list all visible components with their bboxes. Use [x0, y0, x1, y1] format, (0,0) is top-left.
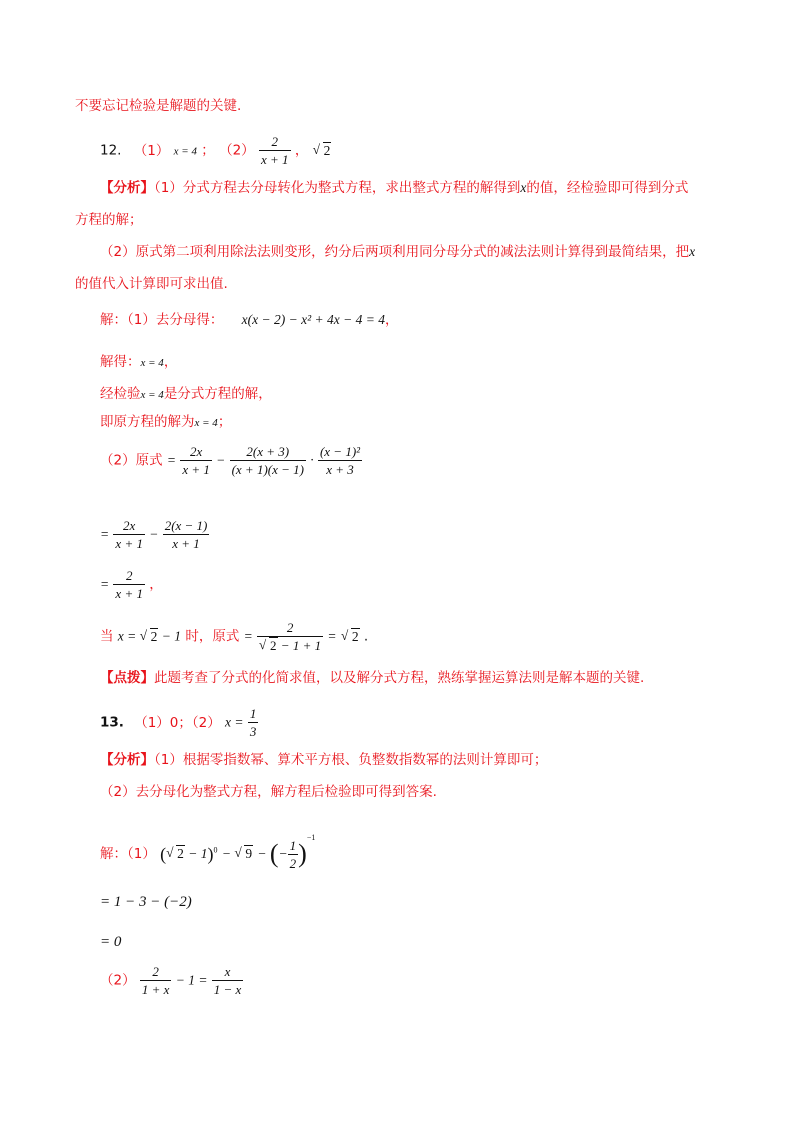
solution-line: 解：（1） (√ 2 − 1)$^0$ − √ 9 − (− $\frac{1}{2}$ )$^{-1}$	[100, 828, 315, 871]
text: （1）0；（2）	[134, 714, 221, 731]
math: x = 4	[173, 145, 197, 158]
fraction: $\frac{2x}{x + 1}$	[182, 444, 210, 477]
math: −	[149, 526, 159, 542]
exponent: 0	[213, 845, 218, 855]
part-label: （2）	[100, 972, 136, 989]
sqrt: √ 2	[341, 627, 360, 647]
part-label: （2）	[219, 142, 255, 159]
solution-line	[100, 412, 231, 433]
math: x	[689, 244, 696, 259]
analysis-line	[100, 750, 547, 770]
sqrt: √ 9	[234, 844, 253, 864]
text: 是分式方程的解，	[163, 386, 272, 402]
analysis-line	[100, 782, 437, 802]
fraction: $\frac{x}{1 - x}$	[213, 964, 242, 997]
equation: = 0	[100, 934, 122, 950]
solution-line	[100, 568, 163, 601]
exponent: −1	[306, 833, 316, 842]
solution-line	[100, 518, 209, 551]
math: − 1	[158, 628, 182, 644]
analysis-tag: 【分析】	[100, 180, 154, 196]
answer-12	[100, 134, 331, 167]
text: （2）去分母化为整式方程，解方程后检验即可得到答案.	[100, 784, 437, 800]
text: 的值，经检验即可得到分式	[526, 180, 689, 196]
text: 不要忘记检验是解题的关键.	[75, 98, 242, 114]
text: 此题考查了分式的化简求值，以及解分式方程，熟练掌握运算法则是解本题的关键.	[154, 670, 645, 686]
text: 即原方程的解为	[100, 414, 195, 430]
solution-line	[100, 620, 368, 653]
text: 时，原式	[185, 628, 240, 645]
text: 解：（1）去分母得：	[100, 312, 224, 328]
sqrt: √ 2	[313, 141, 332, 161]
equation: x(x − 2) − x² + 4x − 4 = 4	[241, 312, 385, 327]
math: =	[100, 576, 110, 592]
punct: ，	[294, 142, 309, 159]
punct: ，	[163, 354, 178, 370]
math: x =	[117, 628, 140, 644]
analysis-line	[75, 210, 143, 230]
sqrt: √ 2	[166, 844, 185, 864]
sqrt: √ 2	[140, 627, 159, 647]
analysis-line	[100, 178, 688, 198]
punct: ；	[217, 414, 232, 430]
fraction: $\frac{2}{x + 1}$	[260, 134, 289, 167]
text: 经检验	[100, 386, 141, 402]
fraction: $\frac{2(x + 3)}{(x + 1)(x - 1)}$	[231, 444, 304, 477]
solution-line	[100, 384, 272, 405]
punct: ，	[384, 312, 399, 328]
analysis-line	[75, 274, 228, 294]
equation: = 1 − 3 − (−2)	[100, 894, 192, 910]
question-number: 13.	[100, 714, 124, 731]
math: −	[257, 846, 270, 861]
math: x = 4	[140, 389, 164, 401]
part-label: （1）	[133, 142, 170, 159]
text: 解得：	[100, 354, 141, 370]
solution-line	[100, 892, 192, 912]
text: 当	[100, 628, 114, 645]
solution-line	[100, 964, 243, 997]
tip-line	[100, 668, 644, 688]
math: − 1 =	[175, 972, 208, 988]
math: x	[520, 180, 527, 195]
fraction: $\frac{2x}{x + 1}$	[115, 518, 143, 551]
math: =	[243, 628, 253, 644]
math: x = 4	[140, 357, 164, 369]
tip-tag: 【点拨】	[100, 670, 154, 686]
punct: ；	[201, 142, 215, 159]
fraction: $\frac{1}{3}$	[249, 706, 257, 739]
math: x = 4	[194, 417, 218, 429]
text: （2）原式第二项利用除法法则变形，约分后两项利用同分母分式的减法法则计算得到最简结果，把	[100, 244, 690, 260]
fraction: $\frac{1}{2}$	[289, 837, 297, 871]
solution-line	[100, 310, 398, 330]
math: −	[221, 846, 235, 861]
fraction: $\frac{\text{(x − 1)²}}{x + 3}$	[319, 444, 361, 477]
text-line	[75, 96, 241, 116]
math: −	[216, 452, 226, 468]
text: 方程的解；	[75, 212, 143, 228]
text: （2）原式	[100, 452, 163, 469]
math: =	[327, 628, 337, 644]
text: （1）分式方程去分母转化为整式方程，求出整式方程的解得到	[154, 180, 521, 196]
math: =	[100, 526, 110, 542]
fraction: 2 √ 2 − 1 + 1	[257, 620, 323, 653]
math: ·	[310, 452, 314, 468]
fraction: $\frac{2}{x + 1}$	[115, 568, 143, 601]
question-number: 12.	[100, 142, 122, 159]
answer-13	[100, 706, 258, 739]
math: (	[160, 844, 167, 864]
analysis-tag: 【分析】	[100, 752, 154, 768]
math: x =	[225, 714, 244, 730]
punct: ，	[149, 576, 163, 593]
text: 解：（1）	[100, 846, 156, 862]
punct: .	[363, 628, 369, 645]
solution-line	[100, 352, 177, 373]
text: 的值代入计算即可求出值.	[75, 276, 228, 292]
fraction: $\frac{2(x - 1)}{x + 1}$	[164, 518, 208, 551]
math: =	[166, 452, 177, 468]
math: − 1	[184, 846, 208, 861]
math: )	[207, 844, 214, 864]
solution-line	[100, 444, 362, 477]
analysis-line	[100, 242, 695, 262]
solution-line	[100, 932, 121, 952]
text: （1）根据零指数幂、算术平方根、负整数指数幂的法则计算即可；	[154, 752, 548, 768]
fraction: $\frac{2}{1 + x}$	[141, 964, 170, 997]
